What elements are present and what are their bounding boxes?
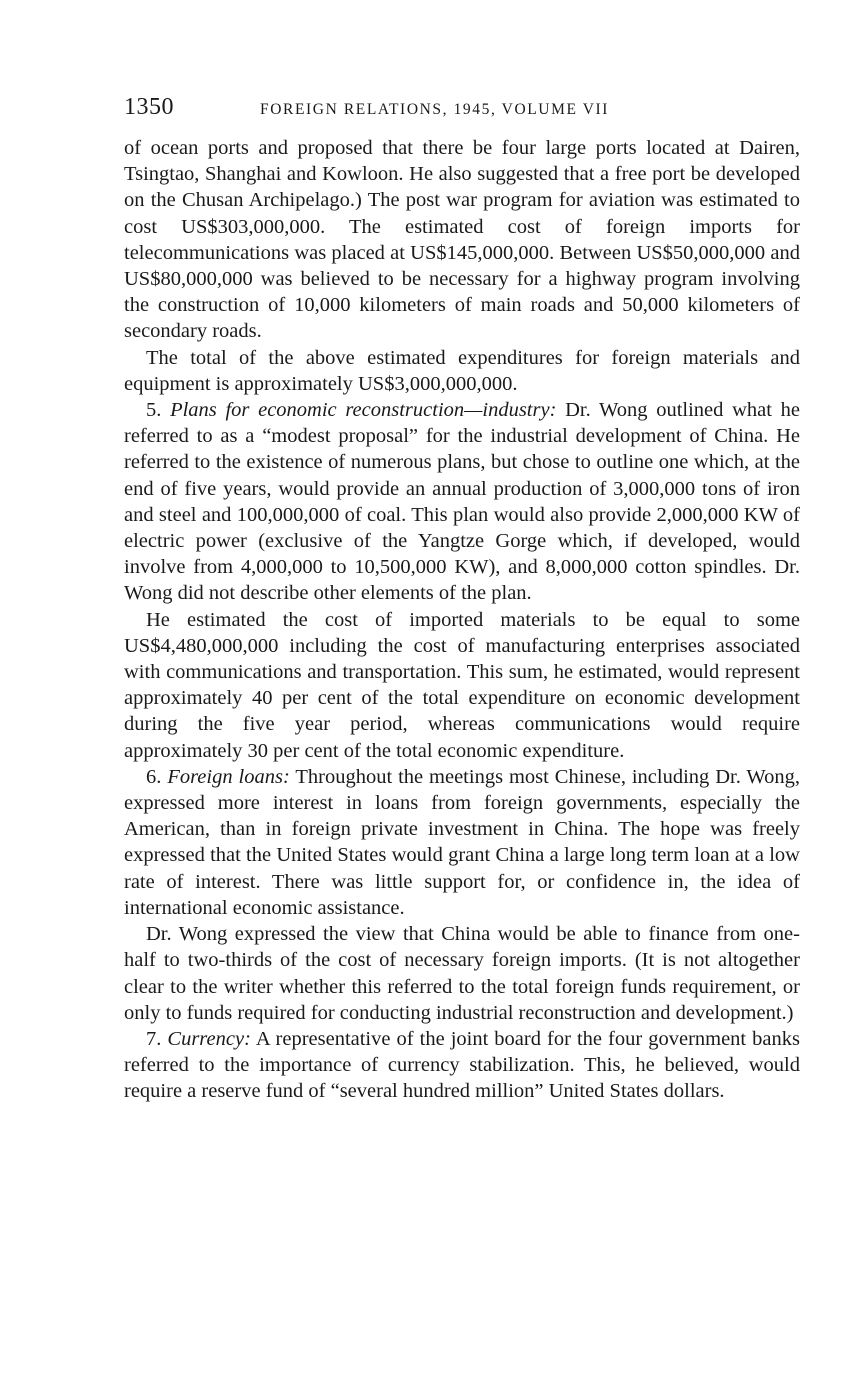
section-number: 7.: [146, 1027, 162, 1050]
section-number: 5.: [146, 399, 162, 422]
body-text: [124, 135, 800, 1105]
paragraph-currency: [124, 1026, 800, 1105]
paragraph-ports-aviation-highways: of ocean ports and proposed that there be four large ports located at Dairen, Tsingtao, Shanghai and Kowloon. He also suggested that a free port be developed on the Chusan Archipelago.) The post war program for aviation was estimated to cost US$303,000,000. The estimated cost of foreign imports for telecommunications was placed at US$145,000,000. Between US$50,000,000 and US$80,000,000 was believed to be necessary for a highway program involving the construction of 10,000 kilometers of main roads and 50,000 kilometers of secondary roads.: [124, 137, 800, 343]
section-heading: Foreign loans:: [167, 765, 290, 788]
section-text: A representative of the joint board for the four government banks referred to the importance of currency stabilization. This, he believed, would require a reserve fund of “several hundred million” United States dollars.: [124, 1027, 800, 1103]
paragraph-foreign-loans: [124, 764, 800, 921]
paragraph-industry-plans: [124, 397, 800, 607]
section-heading: Currency:: [167, 1027, 251, 1050]
paragraph-imported-materials-cost: He estimated the cost of imported materials to be equal to some US$4,480,000,000 including the cost of manufacturing enterprises associated with communications and transportation. This sum, he estimated, would represent approximately 40 per cent of the total expenditure on economic development during the five year period, whereas communications would require approximately 30 per cent of the total economic expenditure.: [124, 608, 800, 762]
paragraph-total-expenditures: The total of the above estimated expenditures for foreign materials and equipment is approximately US$3,000,000,000.: [124, 346, 800, 395]
paragraph-financing-view: Dr. Wong expressed the view that China would be able to finance from one-half to two-thirds of the cost of necessary foreign imports. (It is not altogether clear to the writer whether this referred to the total foreign funds requirement, or only to funds required for conducting industrial reconstruction and development.): [124, 923, 800, 1024]
section-heading: Plans for economic reconstruction—industry:: [170, 399, 557, 422]
section-text: Throughout the meetings most Chinese, including Dr. Wong, expressed more interest in loans from foreign governments, especially the American, than in foreign private investment in China. The hope was freely expressed that the United States would grant China a large long term loan at a low rate of interest. There was little support for, or confidence in, the idea of international economic assistance.: [124, 765, 800, 919]
section-number: 6.: [146, 765, 162, 788]
running-header: [124, 94, 800, 130]
document-page: [124, 94, 800, 1105]
page-number: 1350: [124, 94, 174, 120]
running-title: FOREIGN RELATIONS, 1945, VOLUME VII: [260, 101, 610, 118]
section-text: Dr. Wong outlined what he referred to as a “modest proposal” for the industrial development of China. He referred to the existence of numerous plans, but chose to outline one which, at the end of five years, would provide an annual production of 3,000,000 tons of iron and steel and 100,000,000 of coal. This plan would also provide 2,000,000 KW of electric power (exclusive of the Yangtze Gorge which, if developed, would involve from 4,000,000 to 10,500,000 KW), and 8,000,000 cotton spindles. Dr. Wong did not describe other elements of the plan.: [124, 399, 800, 605]
